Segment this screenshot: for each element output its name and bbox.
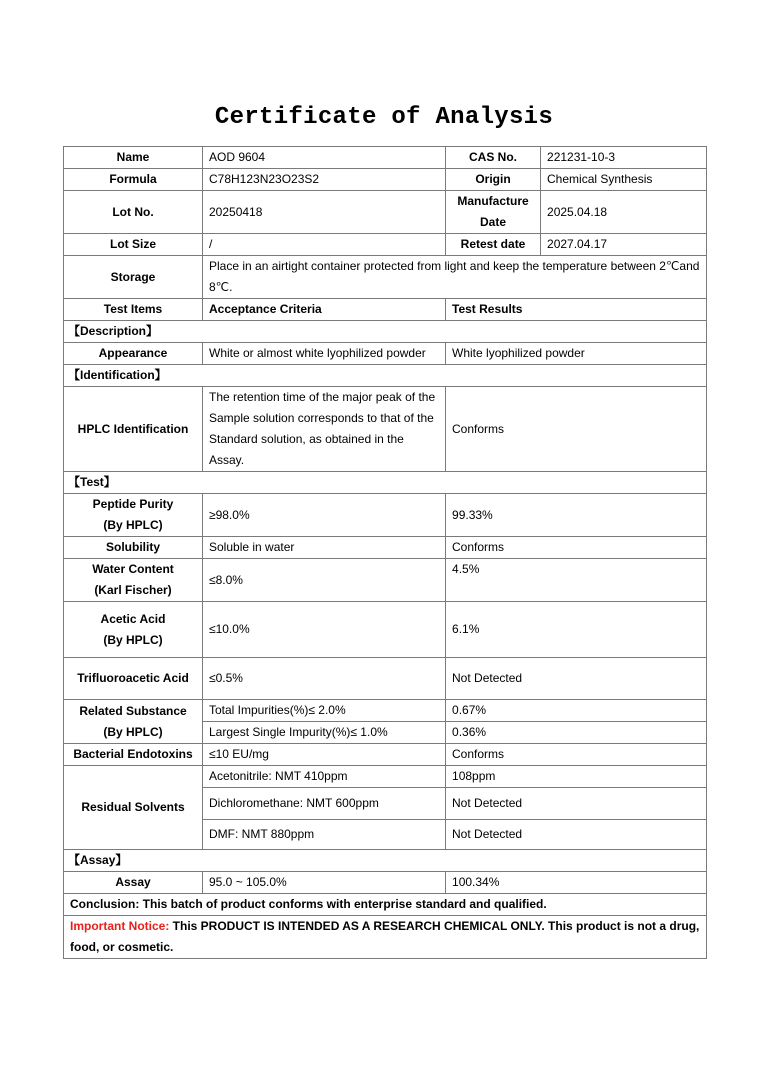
related-result-single: 0.36% xyxy=(446,722,707,744)
formula-value: C78H123N23O23S2 xyxy=(203,169,446,191)
section-description xyxy=(64,321,707,343)
row-formula xyxy=(64,169,707,191)
tfa-result: Not Detected xyxy=(446,658,707,700)
tfa-criteria: ≤0.5% xyxy=(203,658,446,700)
related-result-total: 0.67% xyxy=(446,700,707,722)
section-description-label: 【Description】 xyxy=(64,321,707,343)
solvent-acetonitrile-result: 108ppm xyxy=(446,766,707,788)
row-acetic-acid xyxy=(64,602,707,658)
storage-value: Place in an airtight container protected from light and keep the temperature between 2℃and 8℃. xyxy=(203,256,707,299)
related-label: Related Substance (By HPLC) xyxy=(64,700,203,744)
lot-value: 20250418 xyxy=(203,191,446,234)
acetic-label: Acetic Acid (By HPLC) xyxy=(64,602,203,658)
water-criteria: ≤8.0% xyxy=(203,559,446,602)
related-criteria-total: Total Impurities(%)≤ 2.0% xyxy=(203,700,446,722)
name-value: AOD 9604 xyxy=(203,147,446,169)
conclusion-text: Conclusion: This batch of product conforms with enterprise standard and qualified. xyxy=(64,894,707,916)
appearance-result: White lyophilized powder xyxy=(446,343,707,365)
origin-label: Origin xyxy=(446,169,541,191)
section-assay-label: 【Assay】 xyxy=(64,850,707,872)
row-assay xyxy=(64,872,707,894)
lot-size-value: / xyxy=(203,234,446,256)
row-water-content xyxy=(64,559,707,602)
cas-value: 221231-10-3 xyxy=(541,147,707,169)
row-lot-size xyxy=(64,234,707,256)
hplc-id-label: HPLC Identification xyxy=(64,387,203,472)
row-lot xyxy=(64,191,707,234)
solvent-dmf-result: Not Detected xyxy=(446,820,707,850)
storage-label: Storage xyxy=(64,256,203,299)
section-identification xyxy=(64,365,707,387)
retest-date-label: Retest date xyxy=(446,234,541,256)
row-conclusion xyxy=(64,894,707,916)
hplc-id-criteria: The retention time of the major peak of the Sample solution corresponds to that of the Standard solution, as obtained in the Assay. xyxy=(203,387,446,472)
row-solubility xyxy=(64,537,707,559)
lot-label: Lot No. xyxy=(64,191,203,234)
solubility-criteria: Soluble in water xyxy=(203,537,446,559)
row-name xyxy=(64,147,707,169)
purity-criteria: ≥98.0% xyxy=(203,494,446,537)
hplc-id-result: Conforms xyxy=(446,387,707,472)
notice-text-2: food, or cosmetic. xyxy=(70,940,174,954)
row-endotoxins xyxy=(64,744,707,766)
coa-table xyxy=(63,146,707,959)
assay-label: Assay xyxy=(64,872,203,894)
row-hplc-identification xyxy=(64,387,707,472)
solubility-result: Conforms xyxy=(446,537,707,559)
section-identification-label: 【Identification】 xyxy=(64,365,707,387)
retest-date-value: 2027.04.17 xyxy=(541,234,707,256)
section-assay xyxy=(64,850,707,872)
row-notice xyxy=(64,916,707,959)
mfg-date-value: 2025.04.18 xyxy=(541,191,707,234)
solvents-label: Residual Solvents xyxy=(64,766,203,850)
appearance-label: Appearance xyxy=(64,343,203,365)
endotoxins-label: Bacterial Endotoxins xyxy=(64,744,203,766)
notice-text: This PRODUCT IS INTENDED AS A RESEARCH CHEMICAL ONLY. This product is not a drug, xyxy=(169,919,700,933)
endotoxins-criteria: ≤10 EU/mg xyxy=(203,744,446,766)
header-test-items: Test Items xyxy=(64,299,203,321)
lot-size-label: Lot Size xyxy=(64,234,203,256)
purity-result: 99.33% xyxy=(446,494,707,537)
row-storage xyxy=(64,256,707,299)
row-appearance xyxy=(64,343,707,365)
name-label: Name xyxy=(64,147,203,169)
solvent-dcm-result: Not Detected xyxy=(446,788,707,820)
important-notice xyxy=(64,916,707,959)
section-test-label: 【Test】 xyxy=(64,472,707,494)
header-test-results: Test Results xyxy=(446,299,707,321)
section-test xyxy=(64,472,707,494)
water-result: 4.5% xyxy=(446,559,707,602)
appearance-criteria: White or almost white lyophilized powder xyxy=(203,343,446,365)
acetic-result: 6.1% xyxy=(446,602,707,658)
row-related-substance-1 xyxy=(64,700,707,722)
solvent-dcm-criteria: Dichloromethane: NMT 600ppm xyxy=(203,788,446,820)
origin-value: Chemical Synthesis xyxy=(541,169,707,191)
solvent-acetonitrile-criteria: Acetonitrile: NMT 410ppm xyxy=(203,766,446,788)
water-label: Water Content (Karl Fischer) xyxy=(64,559,203,602)
assay-criteria: 95.0 ~ 105.0% xyxy=(203,872,446,894)
related-criteria-single: Largest Single Impurity(%)≤ 1.0% xyxy=(203,722,446,744)
solvent-dmf-criteria: DMF: NMT 880ppm xyxy=(203,820,446,850)
tfa-label: Trifluoroacetic Acid xyxy=(64,658,203,700)
row-solvents-1 xyxy=(64,766,707,788)
row-peptide-purity xyxy=(64,494,707,537)
row-tfa xyxy=(64,658,707,700)
endotoxins-result: Conforms xyxy=(446,744,707,766)
formula-label: Formula xyxy=(64,169,203,191)
mfg-date-label: Manufacture Date xyxy=(446,191,541,234)
cas-label: CAS No. xyxy=(446,147,541,169)
purity-label: Peptide Purity (By HPLC) xyxy=(64,494,203,537)
page-title: Certificate of Analysis xyxy=(214,104,554,131)
assay-result: 100.34% xyxy=(446,872,707,894)
acetic-criteria: ≤10.0% xyxy=(203,602,446,658)
solubility-label: Solubility xyxy=(64,537,203,559)
header-acceptance-criteria: Acceptance Criteria xyxy=(203,299,446,321)
row-headers xyxy=(64,299,707,321)
notice-label: Important Notice: xyxy=(70,919,170,933)
